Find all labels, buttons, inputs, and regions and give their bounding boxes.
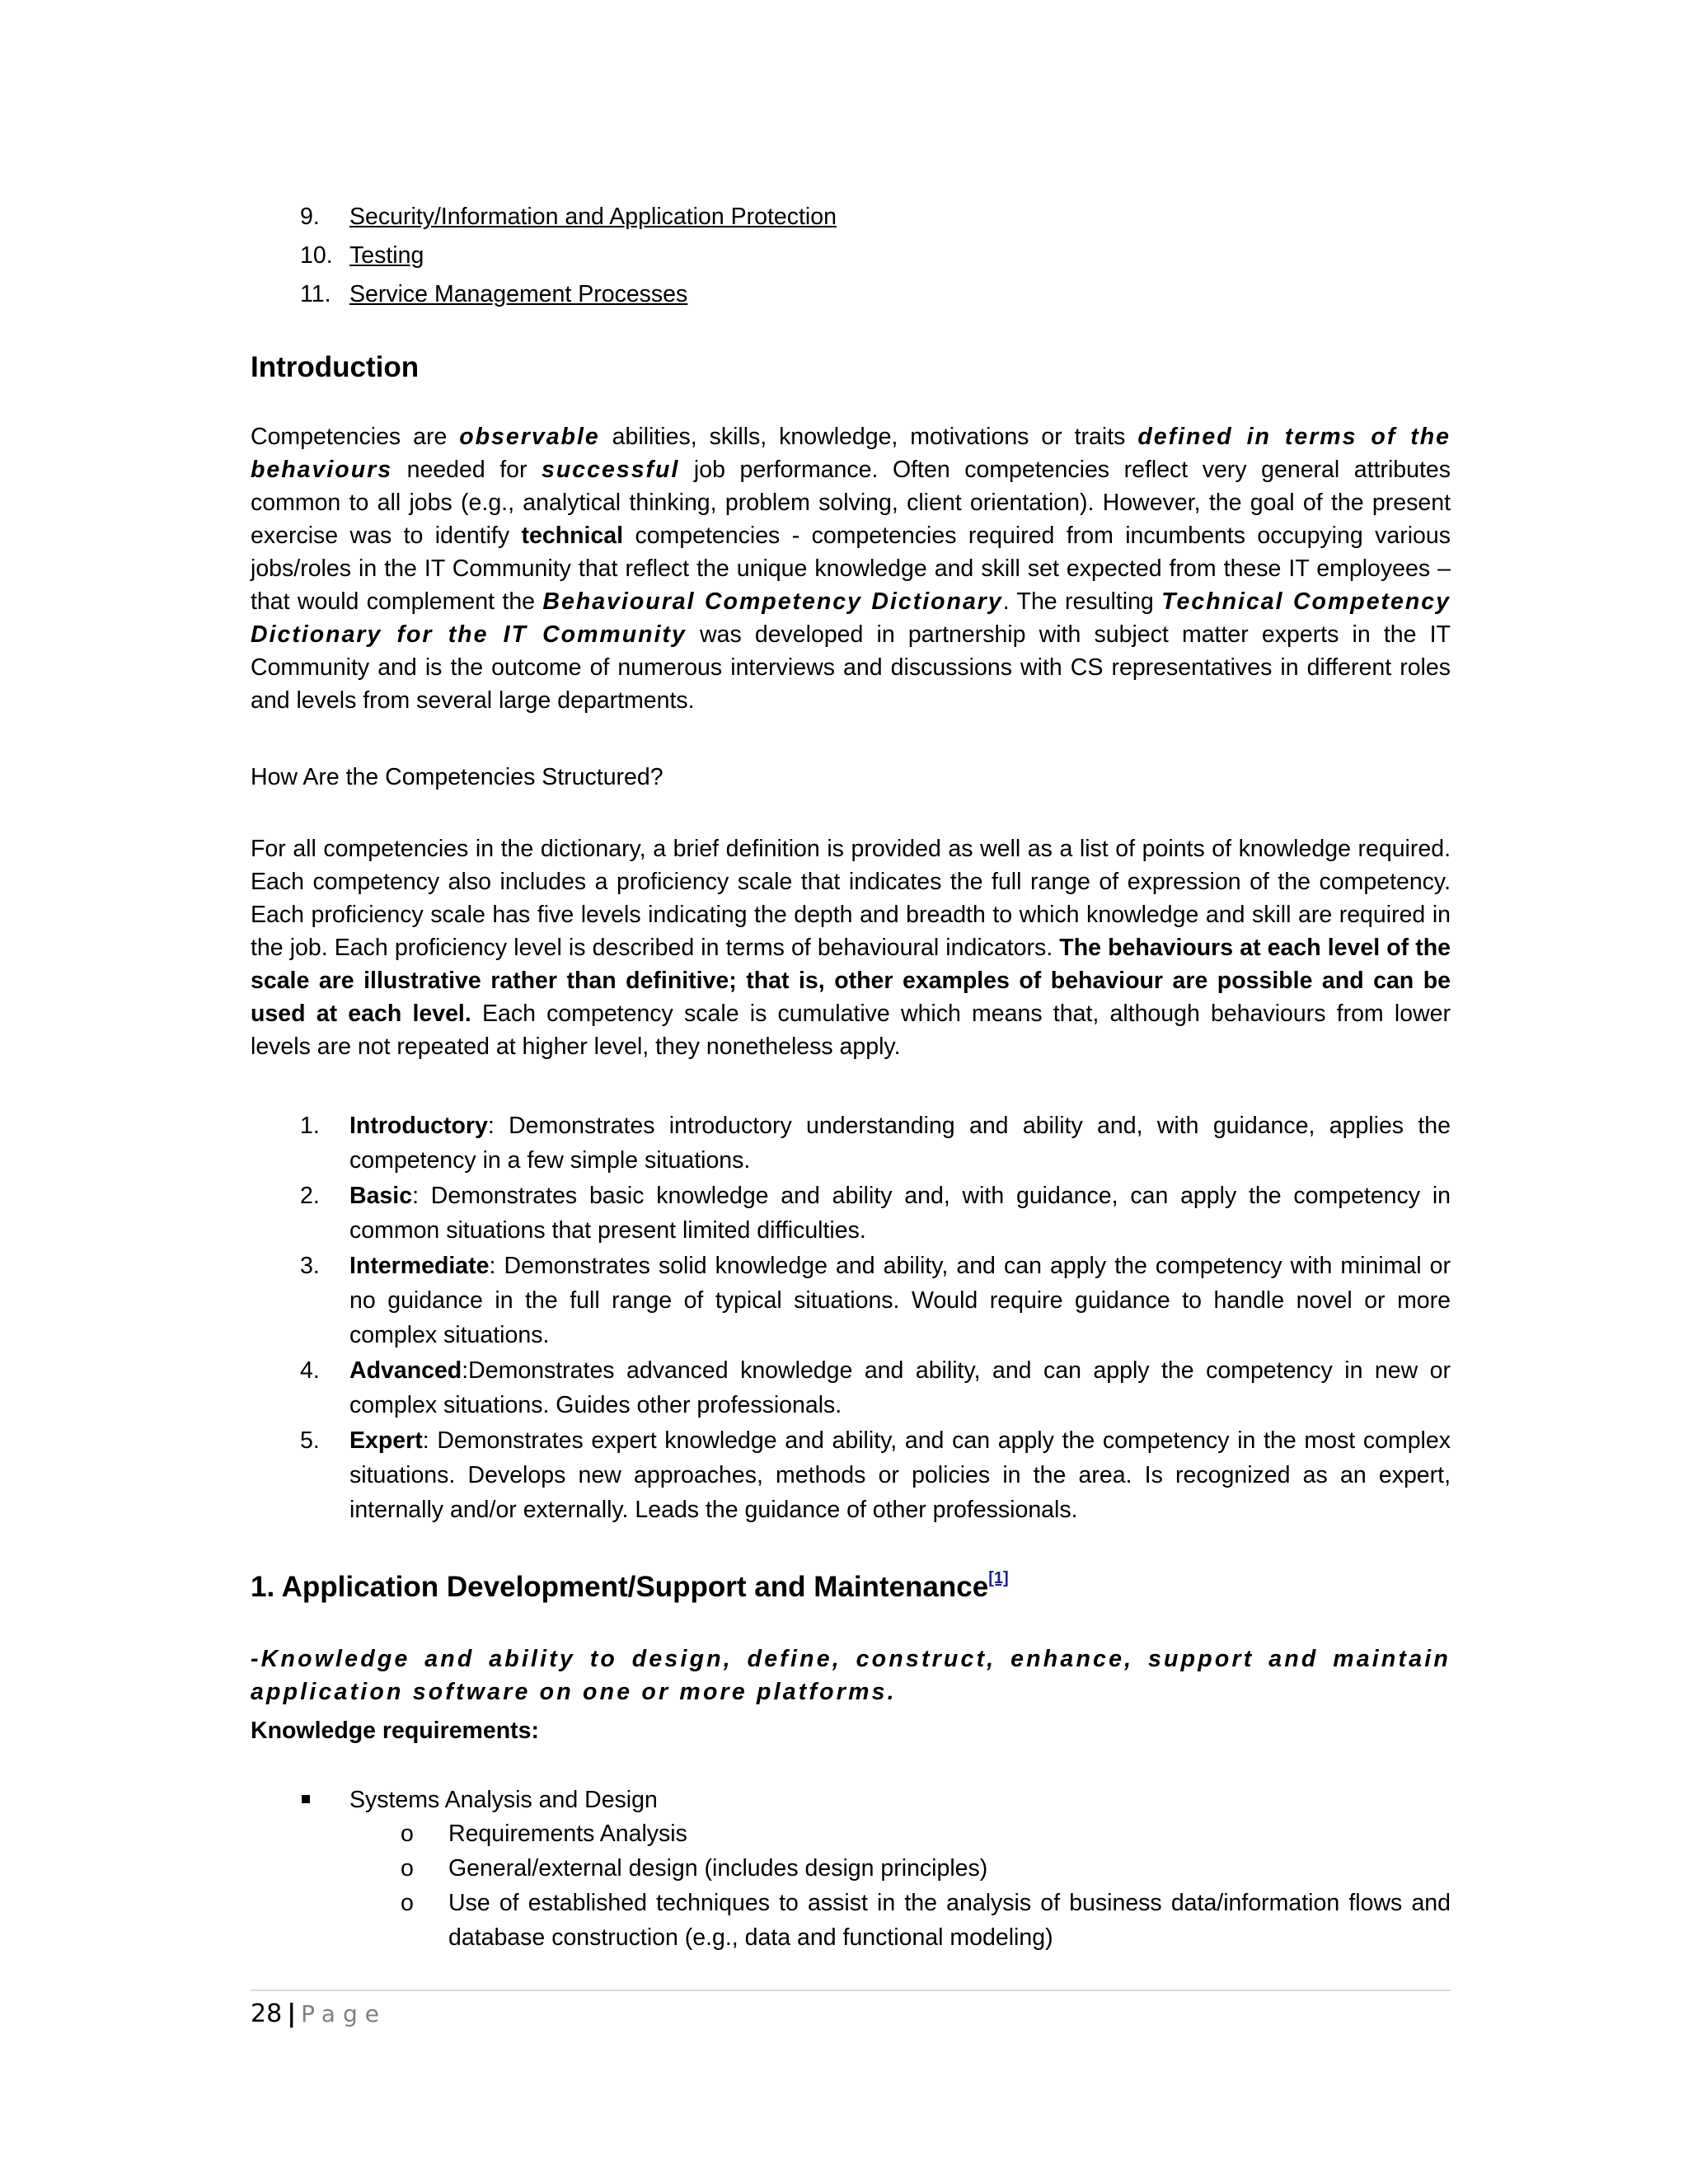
sub-list	[349, 1816, 1451, 1955]
toc-number: 10.	[300, 242, 333, 269]
level-item: 5. Expert: Demonstrates expert knowledge and ability, and can apply the competency in the most complex situations. Develops new approaches, methods or policies in the area. Is recognized as an expert, internally and/or externally. Leads the guidance of other professionals.	[300, 1427, 1451, 1523]
page-content	[251, 198, 1451, 1951]
page-footer	[251, 1998, 387, 2031]
toc-item	[251, 275, 1451, 314]
footnote-link[interactable]: [1]	[988, 1569, 1009, 1587]
page-label: Page	[301, 2000, 387, 2027]
structure-question: How Are the Competencies Structured?	[251, 764, 663, 790]
square-bullet-icon	[302, 1795, 310, 1803]
toc-number: 9.	[300, 204, 320, 230]
knowledge-list	[251, 1783, 1451, 1955]
proficiency-levels-list	[251, 1108, 1451, 1528]
knowledge-requirements-heading: Knowledge requirements:	[251, 1718, 539, 1744]
sub-list-item: o Use of established techniques to assist in the analysis of business data/information flows and database construction (e.g., data and functional modeling)	[349, 1886, 1451, 1955]
level-item: 3. Intermediate: Demonstrates solid knowledge and ability, and can apply the competency with minimal or no guidance in the full range of typical situations. Would require guidance to handle novel or more complex situations.	[300, 1253, 1451, 1348]
toc-list	[251, 198, 1451, 314]
footer-separator: |	[287, 1999, 297, 2028]
toc-item	[251, 237, 1451, 275]
level-item: 2. Basic: Demonstrates basic knowledge and ability and, with guidance, can apply the competency in common situations that present limited difficulties.	[300, 1183, 1451, 1244]
sub-list-item: o Requirements Analysis	[349, 1816, 1451, 1851]
footer-divider	[251, 1990, 1451, 1991]
list-item: Systems Analysis and Design o Requirements Analysis o General/external design (includes design principles) o Use of established techniques to assist in the analysis of business data/information flows and database construction (e.g., data and functional modeling)	[251, 1783, 1451, 1955]
introduction-heading: Introduction	[251, 351, 420, 383]
toc-item	[251, 198, 1451, 237]
toc-link-service-management[interactable]: Service Management Processes	[349, 281, 688, 307]
circle-bullet-icon: o	[401, 1821, 414, 1847]
circle-bullet-icon: o	[401, 1890, 414, 1916]
sub-list-item: o General/external design (includes design principles)	[349, 1851, 1451, 1886]
intro-paragraph: Competencies are observable abilities, skills, knowledge, motivations or traits defined in terms of the behaviours needed for successful job performance. Often competencies reflect very general attributes common to all jobs (e.g., analytical thinking, problem solving, client orientation). However, the goal of the present exercise was to identify technical competencies - competencies required from incumbents occupying various jobs/roles in the IT Community that reflect the unique knowledge and skill set expected from these IT employees – that would complement the Behavioural Competency Dictionary. The resulting Technical Competency Dictionary for the IT Community was developed in partnership with subject matter experts in the IT Community and is the outcome of numerous interviews and discussions with CS representatives in different roles and levels from several large departments.	[251, 424, 1451, 714]
toc-number: 11.	[300, 281, 331, 307]
competency-definition: -Knowledge and ability to design, define, construct, enhance, support and maintain application software on one or more platforms.	[251, 1646, 1451, 1705]
toc-link-testing[interactable]: Testing	[349, 242, 424, 269]
level-item: 4. Advanced:Demonstrates advanced knowledge and ability, and can apply the competency in new or complex situations. Guides other professionals.	[300, 1357, 1451, 1418]
level-item: 1. Introductory: Demonstrates introductory understanding and ability and, with guidance, applies the competency in a few simple situations.	[300, 1113, 1451, 1174]
section-heading: 1. Application Development/Support and Maintenance[1]	[251, 1569, 1009, 1603]
circle-bullet-icon: o	[401, 1855, 414, 1882]
structure-paragraph: For all competencies in the dictionary, a brief definition is provided as well as a list of points of knowledge required. Each competency also includes a proficiency scale that indicates the full range of expression of the competency. Each proficiency scale has five levels indicating the depth and breadth to which knowledge and skill are required in the job. Each proficiency level is described in terms of behavioural indicators. The behaviours at each level of the scale are illustrative rather than definitive; that is, other examples of behaviour are possible and can be used at each level. Each competency scale is cumulative which means that, although behaviours from lower levels are not repeated at higher level, they nonetheless apply.	[251, 836, 1451, 1060]
toc-link-security[interactable]: Security/Information and Application Protection	[349, 204, 837, 230]
page-number: 28	[251, 1999, 283, 2028]
